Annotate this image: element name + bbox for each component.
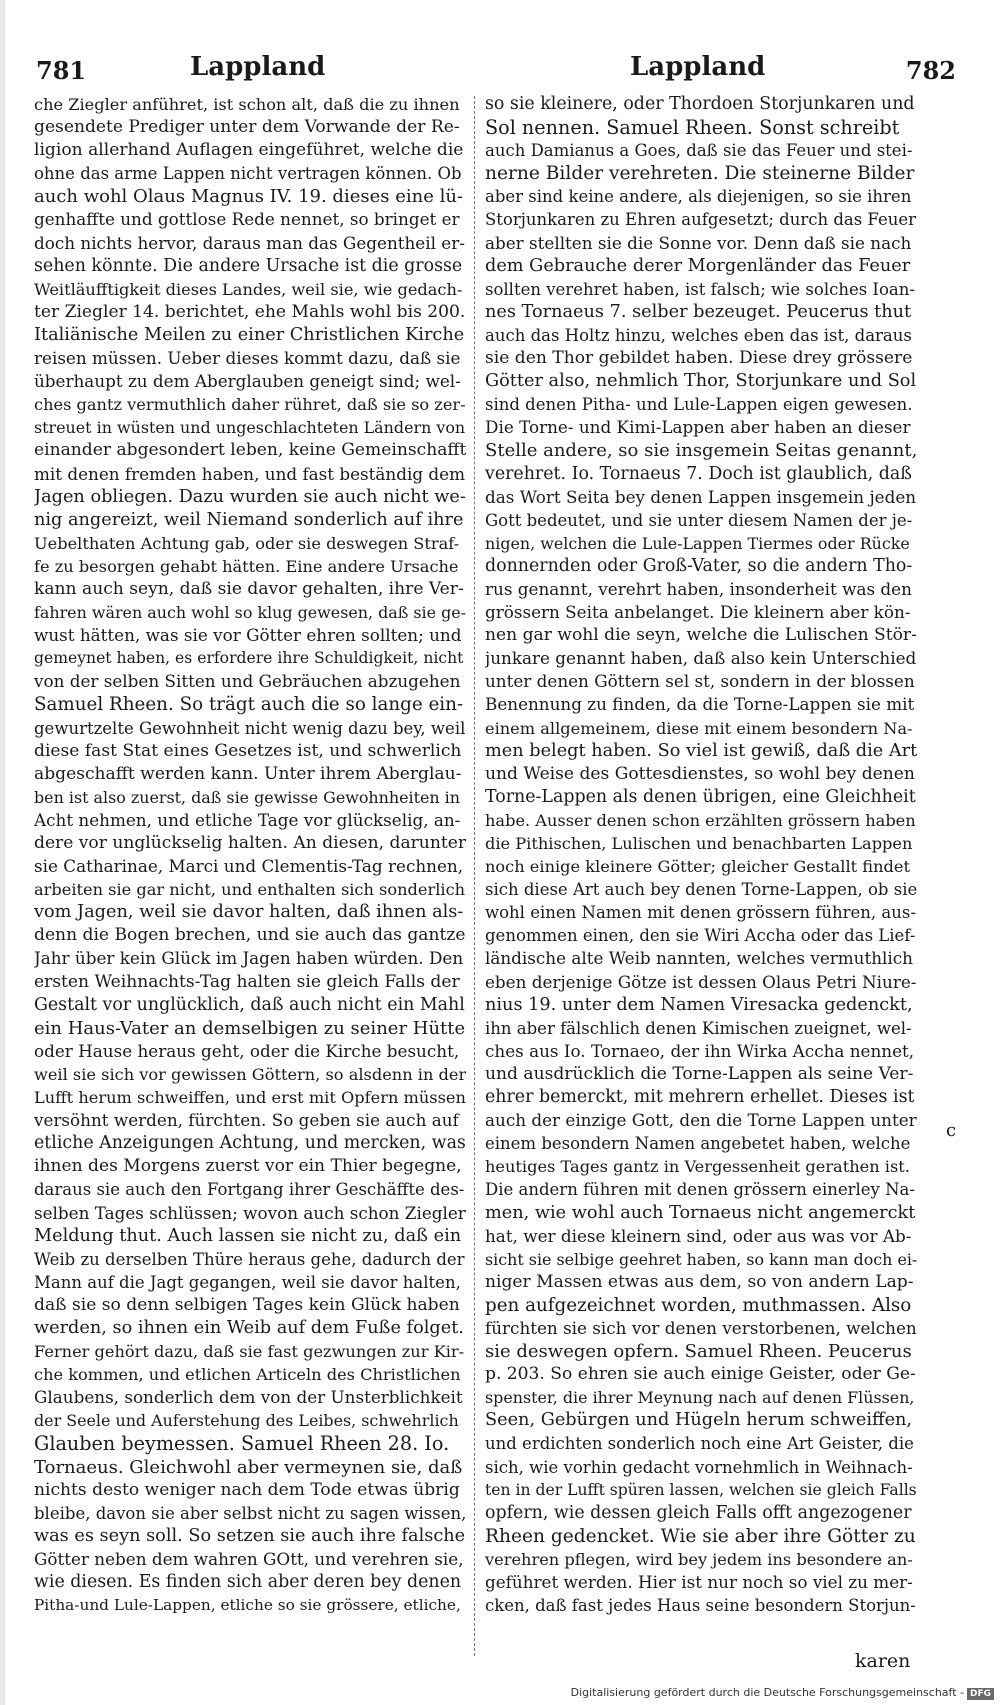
text-line: junkare genannt haben, daß also kein Unterschied xyxy=(485,648,917,669)
text-line: wie diesen. Es finden sich aber deren bey denen xyxy=(34,1572,462,1592)
text-line: che Ziegler anführet, ist schon alt, daß die zu ihnen xyxy=(34,95,460,114)
text-line: verehret. Io. Tornaeus 7. Doch ist glaublich, daß xyxy=(485,463,912,484)
text-line: ersten Weihnachts-Tag halten sie gleich Falls der xyxy=(34,971,460,992)
text-line: habe. Ausser denen schon erzählten grössern haben xyxy=(485,810,916,830)
text-line: grössern Seita anbelanget. Die kleinern aber kön- xyxy=(485,602,911,623)
digitization-credit xyxy=(571,1686,994,1700)
text-line: einander abgesondert leben, keine Gemeinschafft xyxy=(34,440,466,461)
text-line: gemeynet haben, es erfordere ihre Schuldigkeit, nicht xyxy=(34,649,464,668)
text-line: men belegt haben. So viel ist gewiß, daß die Art xyxy=(485,740,917,761)
text-line: genhaffte und gottlose Rede nennet, so bringet er xyxy=(34,209,460,230)
text-line: streuet in wüsten und ungeschlachteten Ländern von xyxy=(34,418,466,438)
text-line: pen aufgezeichnet worden, muthmassen. Also xyxy=(485,1294,912,1316)
text-line: Meldung thut. Auch lassen sie nicht zu, daß ein xyxy=(34,1225,462,1246)
margin-mark: c xyxy=(946,1120,957,1141)
text-line: auch der einzige Gott, den die Torne Lappen unter xyxy=(485,1110,917,1131)
text-line: nen gar wohl die seyn, welche die Lulischen Stör- xyxy=(485,625,917,646)
text-line: vom Jagen, weil sie davor halten, daß ihnen als- xyxy=(34,902,464,923)
text-line: Die Torne- und Kimi-Lappen aber haben an dieser xyxy=(485,417,911,438)
text-line: daraus sie auch den Fortgang ihrer Geschäffte des- xyxy=(34,1180,465,1200)
page-edge-shadow xyxy=(0,0,5,1705)
text-line: Storjunkaren zu Ehren aufgesetzt; durch das Feuer xyxy=(485,210,917,230)
text-line: Rheen gedencket. Wie sie aber ihre Götter zu xyxy=(485,1525,916,1547)
text-line: men, wie wohl auch Tornaeus nicht angemerckt xyxy=(485,1202,916,1223)
text-line: abgeschafft werden kann. Unter ihrem Aberglau- xyxy=(34,763,462,784)
column-divider xyxy=(474,96,475,1656)
text-line: von der selben Sitten und Gebräuchen abzugehen xyxy=(34,671,461,692)
credit-text: Digitalisierung gefördert durch die Deutsche Forschungsgemeinschaft - xyxy=(570,1686,964,1699)
text-line: fürchten sie sich vor denen verstorbenen, welchen xyxy=(485,1317,917,1338)
text-line: Ferner gehört dazu, daß sie fast gezwungen zur Kir- xyxy=(34,1342,465,1362)
text-line: sehen könnte. Die andere Ursache ist die grosse xyxy=(34,255,463,276)
text-line: dem Gebrauche derer Morgenländer das Feuer xyxy=(485,255,911,276)
text-line: sie deswegen opfern. Samuel Rheen. Peucerus xyxy=(485,1341,912,1363)
text-line: mit denen fremden haben, und fast beständig dem xyxy=(34,463,465,484)
text-line: che kommen, und etlichen Articeln des Christlichen xyxy=(34,1365,461,1385)
text-line: doch nichts hervor, daraus man das Gegentheil er- xyxy=(34,232,465,253)
text-line: fe zu besorgen gehabt hätten. Eine andere Ursache xyxy=(34,556,459,576)
text-line: denn die Bogen brechen, und sie auch das gantze xyxy=(34,925,466,946)
text-line: Weib zu derselben Thüre heraus gehe, dadurch der xyxy=(34,1249,465,1269)
text-line: gewurtzelte Gewohnheit nicht wenig dazu bey, weil xyxy=(34,718,466,738)
text-line: sie Catharinae, Marci und Clementis-Tag rechnen, xyxy=(34,856,464,877)
text-line: Götter also, nehmlich Thor, Storjunkare und Sol xyxy=(485,371,917,392)
text-line: auch das Holtz hinzu, welches eben das ist, daraus xyxy=(485,325,912,345)
right-page-number: 782 xyxy=(905,56,956,85)
dfg-logo: DFG xyxy=(967,1688,994,1700)
text-line: rus genannt, verehrt haben, insonderheit was den xyxy=(485,578,912,599)
text-line: so sie kleinere, oder Thordoen Storjunkaren und xyxy=(485,94,915,114)
text-line: opfern, wie dessen gleich Falls offt angezogener xyxy=(485,1502,912,1523)
text-line: sind denen Pitha- und Lule-Lappen eigen gewesen. xyxy=(485,395,913,415)
text-line: was es seyn soll. So setzen sie auch ihre falsche xyxy=(34,1525,466,1546)
text-line: heutiges Tages gantz in Vergessenheit gerathen ist. xyxy=(485,1157,910,1177)
text-line: Stelle andere, so sie insgemein Seitas genannt, xyxy=(485,440,917,462)
text-line: ehrer bemerckt, mit mehrern erhellet. Dieses ist xyxy=(485,1087,915,1108)
text-line: niger Massen etwas aus dem, so von andern Lap- xyxy=(485,1271,914,1292)
right-running-head: Lappland xyxy=(630,52,766,82)
text-line: einem besondern Namen angebetet haben, welche xyxy=(485,1134,911,1154)
text-line: Mann auf die Jagt gegangen, weil sie davor halten, xyxy=(34,1272,461,1292)
text-line: überhaupt zu dem Aberglauben geneigt sind; wel- xyxy=(34,371,461,392)
text-line: p. 203. So ehren sie auch einige Geister, oder Ge- xyxy=(485,1364,916,1385)
text-line: wohl einen Namen mit denen grössern führen, aus- xyxy=(485,903,916,923)
text-line: auch wohl Olaus Magnus IV. 19. dieses eine lü- xyxy=(34,186,464,208)
text-line: Jagen obliegen. Dazu wurden sie auch nicht we- xyxy=(34,486,466,507)
text-line: Benennung zu finden, da die Torne-Lappen sie mit xyxy=(485,694,915,715)
text-line: Glauben beymessen. Samuel Rheen 28. Io. xyxy=(34,1432,450,1456)
text-line: Glaubens, sonderlich dem von der Unsterblichkeit xyxy=(34,1387,463,1408)
text-line: Torne-Lappen als denen übrigen, eine Gleichheit xyxy=(485,786,916,807)
text-line: reisen müssen. Ueber dieses kommt dazu, daß sie xyxy=(34,348,461,369)
text-line: ihnen des Morgens zuerst vor ein Thier begegne, xyxy=(34,1156,462,1177)
text-line: arbeiten sie gar nicht, und enthalten sich sonderlich xyxy=(34,880,466,900)
text-line: gesendete Prediger unter dem Vorwande der Re- xyxy=(34,117,460,138)
text-line: Sol nennen. Samuel Rheen. Sonst schreibt xyxy=(485,116,900,140)
left-text-column xyxy=(34,93,466,1617)
text-line: bleibe, davon sie aber selbst nicht zu sagen wissen, xyxy=(34,1503,466,1523)
text-line: noch einige kleinere Götter; gleicher Gestallt findet xyxy=(485,857,910,877)
text-line: genommen einen, den sie Wiri Accha oder das Lief- xyxy=(485,926,916,946)
text-line: ches gantz vermuthlich daher rühret, daß sie so zer- xyxy=(34,395,466,415)
catchword: karen xyxy=(855,1650,911,1672)
text-line: ländische alte Weib nannten, welches vermuthlich xyxy=(485,948,913,969)
text-line: sie den Thor gebildet haben. Diese drey grössere xyxy=(485,348,913,369)
text-line: wust hätten, was sie vor Götter ehren sollten; und xyxy=(34,625,462,646)
text-line: sicht sie selbige geehret haben, so kann man doch ei- xyxy=(485,1249,917,1269)
text-line: Acht nehmen, und etliche Tage vor glückselig, an- xyxy=(34,809,461,830)
text-line: ben ist also zuerst, daß sie gewisse Gewohnheiten in xyxy=(34,787,460,807)
text-line: der Seele und Auferstehung des Leibes, schwehrlich xyxy=(34,1411,459,1431)
text-line: Jahr über kein Glück im Jagen haben würden. Den xyxy=(34,948,464,969)
text-line: Götter neben dem wahren GOtt, und verehren sie, xyxy=(34,1548,464,1569)
text-line: geführet werden. Hier ist nur noch so viel zu mer- xyxy=(485,1572,913,1592)
text-line: und Weise des Gottesdienstes, so wohl bey denen xyxy=(485,763,915,784)
text-line: eben derjenige Götze ist dessen Olaus Petri Niure- xyxy=(485,971,917,992)
text-line: daß sie so denn selbigen Tages kein Glück haben xyxy=(34,1294,460,1315)
text-line: nigen, welchen die Lule-Lappen Tiermes oder Rücke xyxy=(485,533,910,553)
text-line: versöhnt werden, fürchten. So geben sie auch auf xyxy=(34,1110,459,1131)
right-text-column xyxy=(485,93,917,1617)
text-line: sollten verehret haben, ist falsch; wie solches Ioan- xyxy=(485,279,915,299)
text-line: oder Hause heraus geht, oder die Kirche besucht, xyxy=(34,1040,460,1061)
text-line: cken, daß fast jedes Haus seine besondern Storjun- xyxy=(485,1596,916,1616)
text-line: aber stellten sie die Sonne vor. Denn daß sie nach xyxy=(485,232,912,253)
text-line: ihn aber fälschlich denen Kimischen zueignet, wel- xyxy=(485,1018,912,1038)
text-line: ches aus Io. Tornaeo, der ihn Wirka Accha nennet, xyxy=(485,1040,915,1061)
text-line: Italiänische Meilen zu einer Christlichen Kirche xyxy=(34,324,465,345)
text-line: Tornaeus. Gleichwohl aber vermeynen sie, daß xyxy=(34,1456,463,1478)
left-running-head: Lappland xyxy=(190,52,326,82)
text-line: Uebelthaten Achtung gab, oder sie deswegen Straf- xyxy=(34,533,460,553)
text-line: ter Ziegler 14. berichtet, ehe Mahls wohl bis 200. xyxy=(34,301,466,322)
text-line: Pitha-und Lule-Lappen, etliche so sie grössere, etliche, xyxy=(34,1596,461,1615)
text-line: ohne das arme Lappen nicht vertragen können. Ob xyxy=(34,164,462,184)
text-line: Lufft herum schweiffen, und erst mit Opfern müssen xyxy=(34,1088,466,1108)
text-line: sich diese Art auch bey denen Torne-Lappen, ob sie xyxy=(485,880,917,900)
text-line: dere vor unglückselig halten. An diesen, darunter xyxy=(34,833,466,853)
text-line: nes Tornaeus 7. selber bezeuget. Peucerus thut xyxy=(485,301,912,322)
text-line: unter denen Göttern sel st, sondern in der blossen xyxy=(485,671,915,692)
text-line: ligion allerhand Auflagen eingeführet, welche die xyxy=(34,140,464,161)
text-line: weil sie sich vor gewissen Göttern, so alsdenn in der xyxy=(34,1064,466,1084)
text-line: das Wort Seita bey denen Lappen insgemein jeden xyxy=(485,486,917,507)
text-line: nig angereizt, weil Niemand sonderlich auf ihre xyxy=(34,509,464,530)
left-page-number: 781 xyxy=(36,56,87,85)
text-line: nichts desto weniger nach dem Tode etwas übrig xyxy=(34,1479,460,1500)
text-line: werden, so ihnen ein Weib auf dem Fuße folget. xyxy=(34,1317,464,1338)
text-line: und ausdrücklich die Torne-Lappen als seine Ver- xyxy=(485,1063,914,1084)
text-line: auch Damianus a Goes, daß sie das Feuer und stei- xyxy=(485,141,913,161)
text-line: verehren pflegen, wird bey jedem ins besondere an- xyxy=(485,1549,913,1569)
text-line: diese fast Stat eines Gesetzes ist, und schwerlich xyxy=(34,740,462,761)
text-line: fahren wären auch wohl so klug gewesen, daß sie ge- xyxy=(34,603,466,623)
text-line: die Pithischen, Lulischen und benachbarten Lappen xyxy=(485,834,913,853)
page-header xyxy=(30,50,960,90)
text-line: Seen, Gebürgen und Hügeln herum schweiffen, xyxy=(485,1410,913,1431)
text-line: ten in der Lufft spüren lassen, welchen sie gleich Falls xyxy=(485,1480,917,1499)
text-line: spenster, die ihrer Meynung nach auf denen Flüssen, xyxy=(485,1388,915,1408)
text-line: Gestalt vor unglücklich, daß auch nicht ein Mahl xyxy=(34,994,465,1015)
text-line: Samuel Rheen. So trägt auch die so lange ein- xyxy=(34,694,464,716)
text-line: Weitläufftigkeit dieses Landes, weil sie, wie gedach- xyxy=(34,279,463,299)
text-line: selben Tages schlüssen; wovon auch schon Ziegler xyxy=(34,1202,466,1223)
text-line: ein Haus-Vater an demselbigen zu seiner Hütte xyxy=(34,1017,466,1039)
text-line: donnernden oder Groß-Vater, so die andern Tho- xyxy=(485,555,913,576)
text-line: sich, wie vorhin gedacht vornehmlich in Weihnach- xyxy=(485,1457,913,1477)
text-line: Die andern führen mit denen grössern einerley Na- xyxy=(485,1180,915,1200)
text-line: etliche Anzeigungen Achtung, und mercken, was xyxy=(34,1133,466,1154)
text-line: nius 19. unter dem Namen Viresacka gedenckt, xyxy=(485,994,913,1015)
text-line: Gott bedeutet, und sie unter diesem Namen der je- xyxy=(485,510,913,530)
text-line: einem allgemeinem, diese mit einem besondern Na- xyxy=(485,718,913,738)
text-line: hat, wer diese kleinern sind, oder aus was vor Ab- xyxy=(485,1225,912,1246)
text-line: kann auch seyn, daß sie davor gehalten, ihre Ver- xyxy=(34,578,464,599)
text-line: aber sind keine andere, als diejenigen, so sie ihren xyxy=(485,187,912,207)
text-line: nerne Bilder verehreten. Die steinerne Bilder xyxy=(485,163,915,185)
text-line: und erdichten sonderlich noch eine Art Geister, die xyxy=(485,1434,914,1454)
